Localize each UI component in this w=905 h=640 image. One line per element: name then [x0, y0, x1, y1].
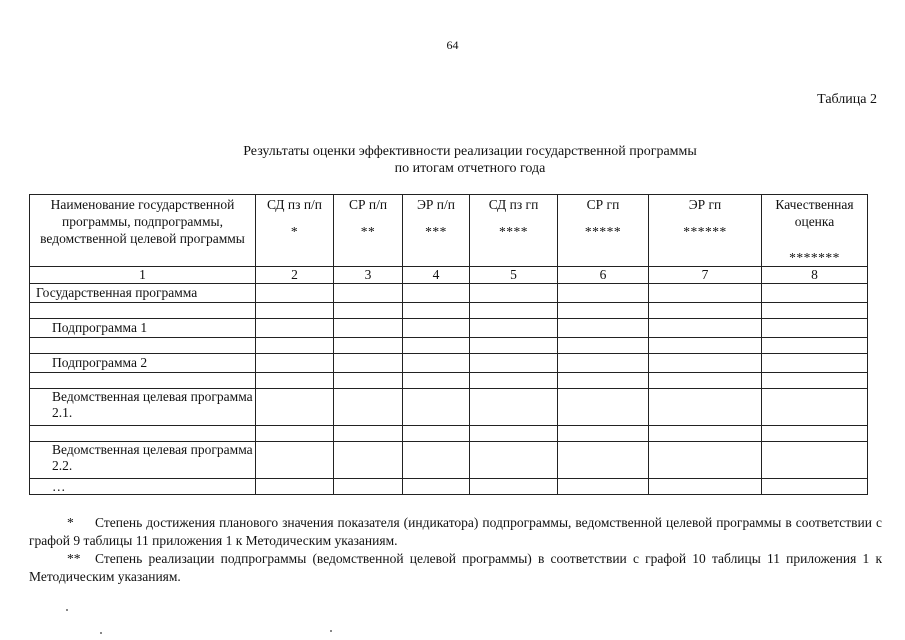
value-cell [649, 284, 762, 303]
value-cell [470, 442, 558, 479]
value-cell [334, 426, 403, 442]
value-cell [649, 338, 762, 354]
footnote-mark: * [67, 515, 74, 530]
scan-speck [330, 630, 332, 632]
value-cell [256, 319, 334, 338]
value-cell [256, 442, 334, 479]
header-name-column: Наименование государственной программы, подпрограммы, ведомственной целевой программы [30, 195, 256, 267]
value-cell [334, 319, 403, 338]
value-cell [470, 426, 558, 442]
table-row [30, 354, 868, 373]
table-row [30, 319, 868, 338]
column-number: 3 [334, 267, 403, 284]
value-cell [256, 354, 334, 373]
value-cell [334, 442, 403, 479]
header-footnote-mark: ****** [683, 224, 727, 239]
value-cell [649, 479, 762, 495]
value-cell [470, 319, 558, 338]
value-cell [470, 303, 558, 319]
header-er-gp: ЭР гп ****** [649, 195, 762, 267]
column-number: 1 [30, 267, 256, 284]
value-cell [558, 389, 649, 426]
value-cell [256, 284, 334, 303]
column-number: 4 [403, 267, 470, 284]
value-cell [762, 303, 868, 319]
value-cell [256, 303, 334, 319]
table-row [30, 426, 868, 442]
value-cell [403, 303, 470, 319]
value-cell [403, 442, 470, 479]
value-cell [403, 426, 470, 442]
row-label: Ведомственная целевая программа 2.2. [30, 442, 256, 479]
value-cell [403, 373, 470, 389]
header-quality-assessment: Качественная оценка ******* [762, 195, 868, 267]
value-cell [470, 338, 558, 354]
value-cell [649, 426, 762, 442]
value-cell [334, 373, 403, 389]
value-cell [403, 354, 470, 373]
value-cell [649, 319, 762, 338]
value-cell [558, 284, 649, 303]
value-cell [762, 389, 868, 426]
value-cell [256, 479, 334, 495]
value-cell [762, 284, 868, 303]
value-cell [403, 284, 470, 303]
value-cell [470, 354, 558, 373]
value-cell [470, 479, 558, 495]
value-cell [403, 479, 470, 495]
value-cell [762, 354, 868, 373]
header-sd-pz-pp: СД пз п/п * [256, 195, 334, 267]
value-cell [334, 389, 403, 426]
value-cell [649, 389, 762, 426]
header-footnote-mark: ******* [789, 250, 840, 265]
value-cell [558, 479, 649, 495]
column-number-row [30, 267, 868, 284]
value-cell [558, 319, 649, 338]
scan-speck [100, 632, 102, 634]
document-title [0, 143, 905, 177]
column-number: 5 [470, 267, 558, 284]
footnote-mark: ** [67, 551, 81, 566]
value-cell [649, 442, 762, 479]
footnote [29, 514, 882, 550]
column-number: 2 [256, 267, 334, 284]
value-cell [334, 284, 403, 303]
value-cell [470, 373, 558, 389]
table-row [30, 303, 868, 319]
scan-speck [66, 609, 68, 611]
value-cell [558, 426, 649, 442]
value-cell [256, 338, 334, 354]
value-cell [334, 354, 403, 373]
value-cell [470, 284, 558, 303]
footnote-text: Степень реализации подпрограммы (ведомственной целевой программы) в соответствии с графой 10 таблицы 11 приложения 1 к Методическим указаниям. [29, 551, 882, 584]
header-footnote-mark: ** [360, 224, 376, 239]
empty-cell [30, 426, 256, 442]
value-cell [762, 426, 868, 442]
value-cell [334, 338, 403, 354]
table-row [30, 284, 868, 303]
empty-cell [30, 303, 256, 319]
value-cell [334, 303, 403, 319]
column-number: 8 [762, 267, 868, 284]
results-table [29, 194, 868, 495]
value-cell [470, 389, 558, 426]
empty-cell [30, 373, 256, 389]
value-cell [649, 303, 762, 319]
table-row [30, 442, 868, 479]
value-cell [558, 442, 649, 479]
header-er-pp: ЭР п/п *** [403, 195, 470, 267]
row-label: Подпрограмма 1 [30, 319, 256, 338]
value-cell [558, 303, 649, 319]
value-cell [403, 338, 470, 354]
table-label: Таблица 2 [817, 92, 877, 107]
value-cell [762, 319, 868, 338]
value-cell [558, 354, 649, 373]
row-label: Подпрограмма 2 [30, 354, 256, 373]
value-cell [762, 338, 868, 354]
value-cell [558, 338, 649, 354]
header-sr-pp: СР п/п ** [334, 195, 403, 267]
page-number: 64 [446, 38, 459, 52]
value-cell [762, 373, 868, 389]
title-line-2: по итогам отчетного года [394, 161, 546, 176]
empty-cell [30, 338, 256, 354]
header-footnote-mark: * [290, 224, 299, 239]
value-cell [256, 373, 334, 389]
header-footnote-mark: **** [499, 224, 528, 239]
value-cell [762, 479, 868, 495]
footnotes [29, 514, 882, 586]
table-row [30, 373, 868, 389]
title-line-1: Результаты оценки эффективности реализации государственной программы [243, 144, 697, 159]
value-cell [558, 373, 649, 389]
header-sd-pz-gp: СД пз гп **** [470, 195, 558, 267]
header-sr-gp: СР гп ***** [558, 195, 649, 267]
column-number: 7 [649, 267, 762, 284]
value-cell [256, 389, 334, 426]
table-row [30, 389, 868, 426]
column-number: 6 [558, 267, 649, 284]
table-row [30, 479, 868, 495]
header-footnote-mark: *** [425, 224, 447, 239]
value-cell [649, 373, 762, 389]
row-label: Ведомственная целевая программа 2.1. [30, 389, 256, 426]
footnote-text: Степень достижения планового значения показателя (индикатора) подпрограммы, ведомственной целевой программы в соответствии с графой 9 таблицы 11 приложения 1 к Методическим указаниям. [29, 515, 882, 548]
value-cell [256, 426, 334, 442]
header-footnote-mark: ***** [584, 224, 622, 239]
table-row [30, 338, 868, 354]
value-cell [403, 319, 470, 338]
value-cell [649, 354, 762, 373]
value-cell [334, 479, 403, 495]
header-row [30, 195, 868, 267]
row-label: … [30, 479, 256, 495]
value-cell [403, 389, 470, 426]
value-cell [762, 442, 868, 479]
row-label: Государственная программа [30, 284, 256, 303]
footnote [29, 550, 882, 586]
